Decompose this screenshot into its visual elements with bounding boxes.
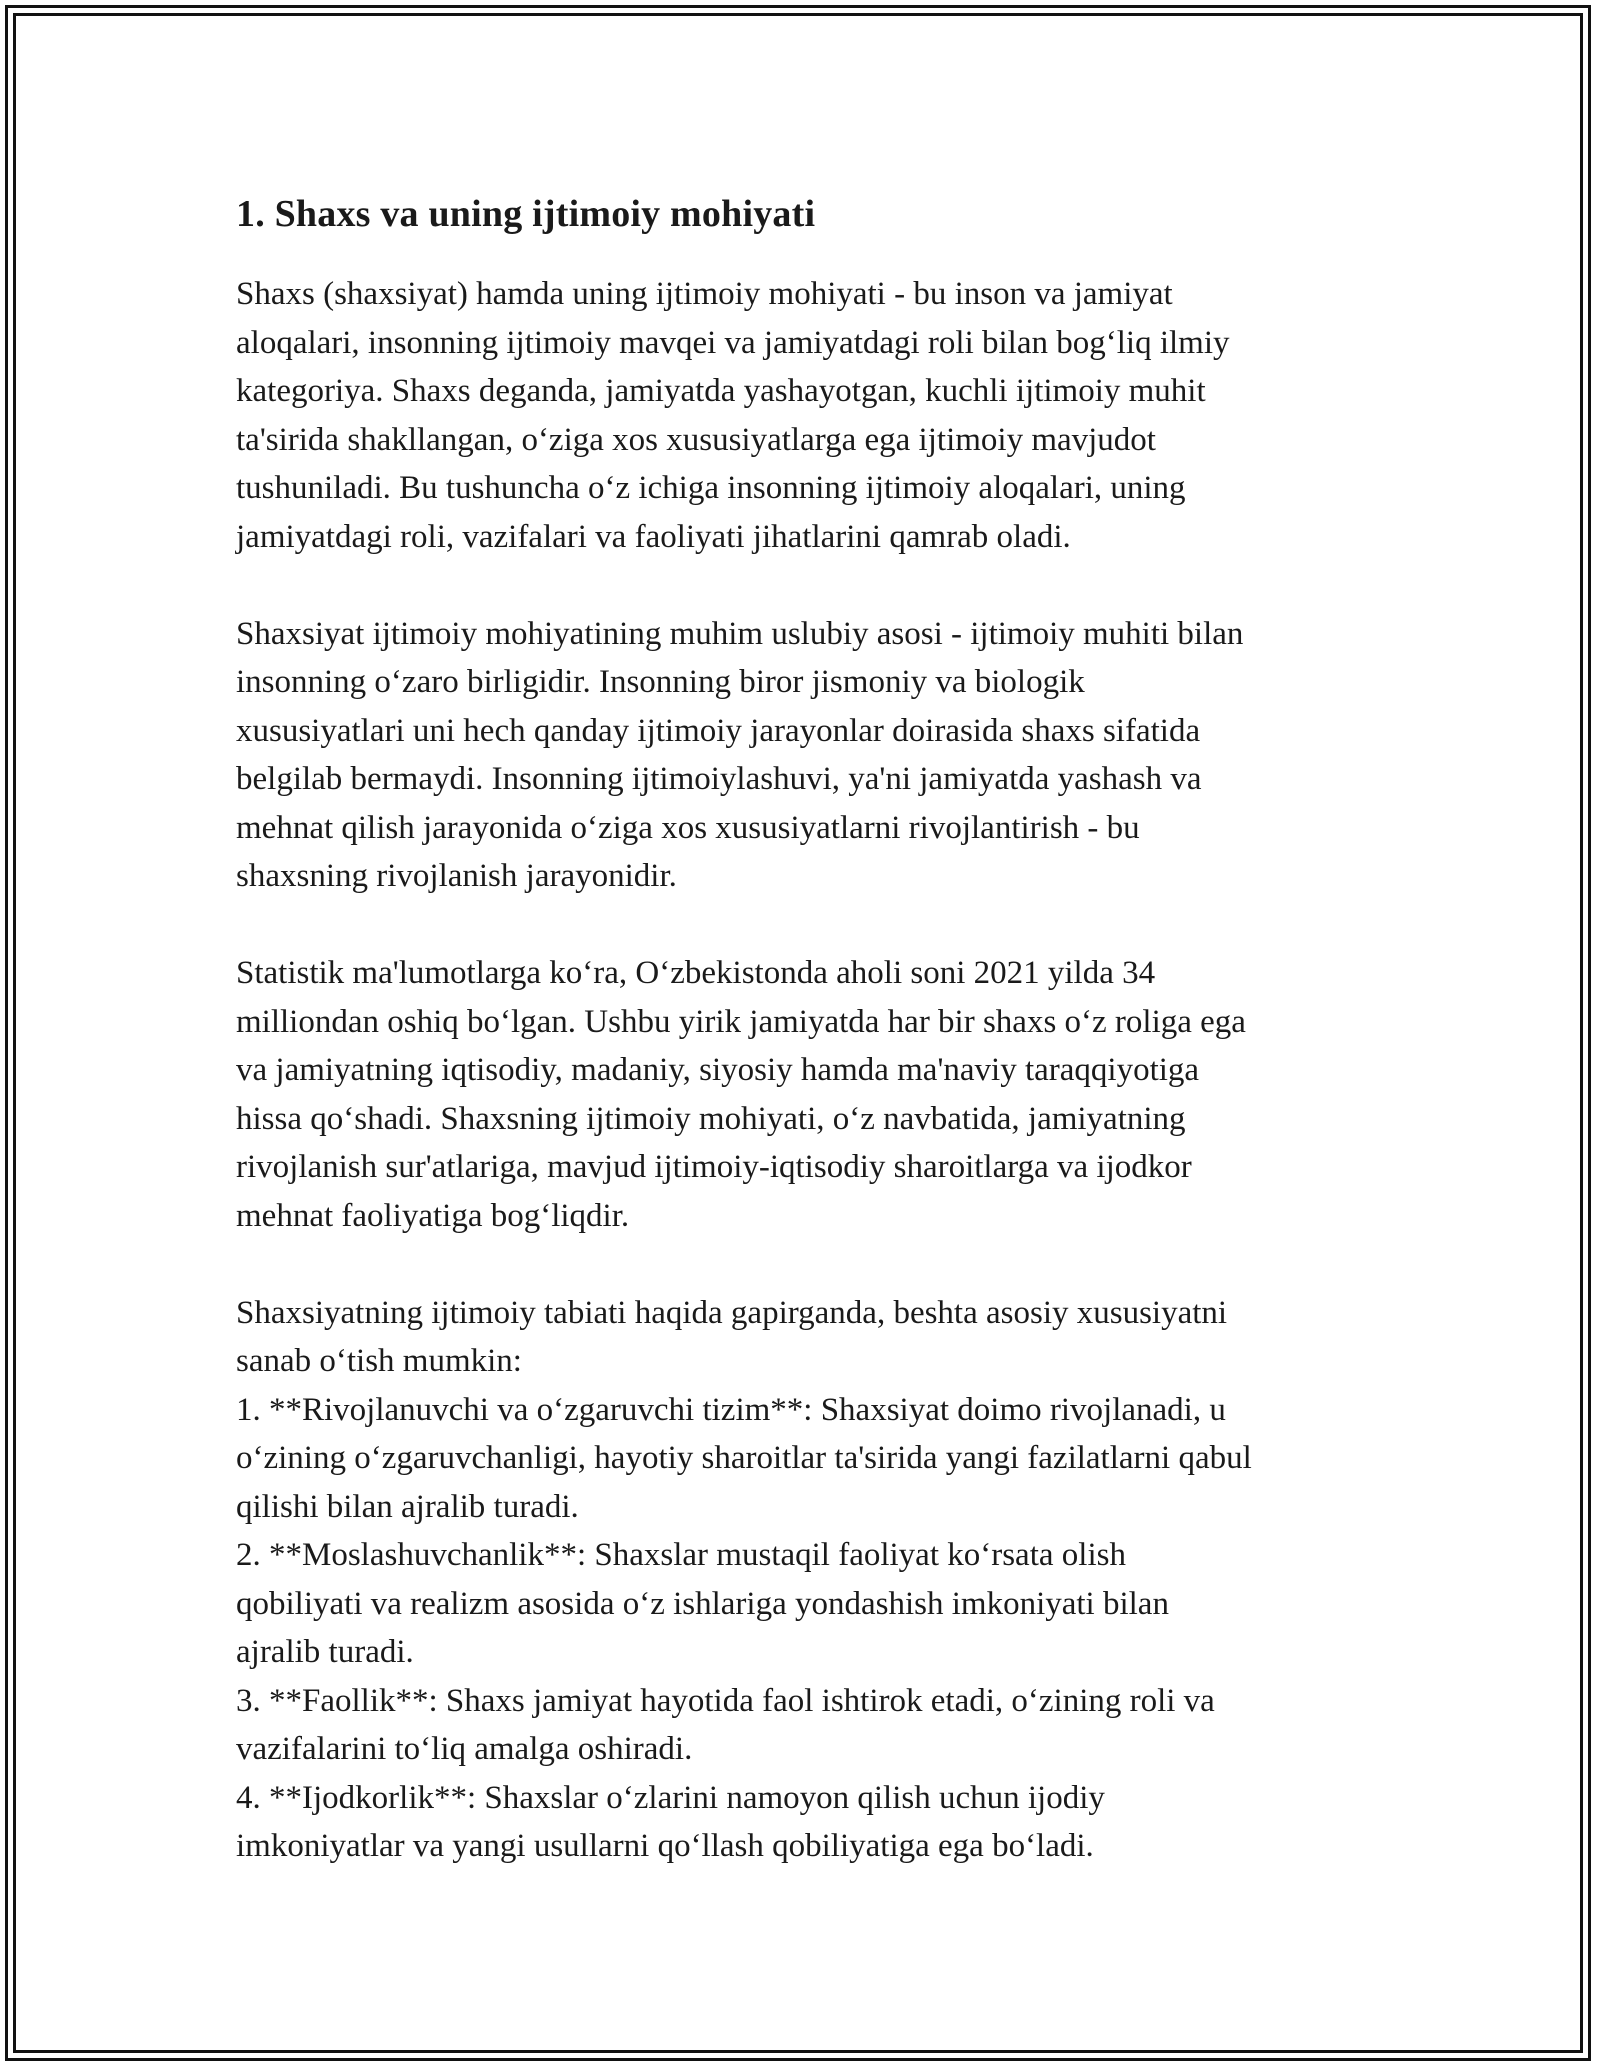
text-line: imkoniyatlar va yangi usullarni qo‘llash qobiliyatiga ega bo‘ladi.	[236, 1828, 1094, 1864]
text-line: insonning o‘zaro birligidir. Insonning biror jismoniy va biologik	[236, 664, 1085, 700]
text-line: rivojlanish sur'atlariga, mavjud ijtimoiy-iqtisodiy sharoitlarga va ijodkor	[236, 1149, 1192, 1185]
text-line: belgilab bermaydi. Insonning ijtimoiylashuvi, ya'ni jamiyatda yashash va	[236, 761, 1202, 797]
text-line: kategoriya. Shaxs deganda, jamiyatda yashayotgan, kuchli ijtimoiy muhit	[236, 373, 1206, 409]
text-line: sanab o‘tish mumkin:	[236, 1343, 522, 1379]
text-line: Shaxs (shaxsiyat) hamda uning ijtimoiy mohiyati - bu inson va jamiyat	[236, 276, 1173, 312]
text-line: 1. **Rivojlanuvchi va o‘zgaruvchi tizim**: Shaxsiyat doimo rivojlanadi, u	[236, 1391, 1226, 1428]
text-line: jamiyatdagi roli, vazifalari va faoliyati jihatlarini qamrab oladi.	[236, 518, 1071, 555]
text-line: hissa qo‘shadi. Shaxsning ijtimoiy mohiyati, o‘z navbatida, jamiyatning	[236, 1100, 1186, 1137]
text-line: aloqalari, insonning ijtimoiy mavqei va jamiyatdagi roli bilan bog‘liq ilmiy	[236, 324, 1230, 361]
paragraphs-container	[236, 270, 1386, 1871]
text-line: mehnat faoliyatiga bog‘liqdir.	[236, 1197, 630, 1234]
paragraph-3	[236, 949, 1386, 1240]
paragraph-4	[236, 1289, 1386, 1871]
text-line: ajralib turadi.	[236, 1634, 414, 1670]
text-line: Shaxsiyat ijtimoiy mohiyatining muhim uslubiy asosi - ijtimoiy muhiti bilan	[236, 615, 1244, 652]
text-line: 3. **Faollik**: Shaxs jamiyat hayotida faol ishtirok etadi, o‘zining roli va	[236, 1682, 1215, 1719]
document-body	[236, 186, 1386, 1871]
text-line: qobiliyati va realizm asosida o‘z ishlariga yondashish imkoniyati bilan	[236, 1585, 1169, 1622]
section-title: 1. Shaxs va uning ijtimoiy mohiyati	[236, 193, 816, 235]
text-line: shaxsning rivojlanish jarayonidir.	[236, 858, 677, 894]
text-line: Statistik ma'lumotlarga ko‘ra, O‘zbekistonda aholi soni 2021 yilda 34	[236, 955, 1156, 991]
paragraph-2	[236, 610, 1386, 901]
paragraph-1	[236, 270, 1386, 561]
text-line: vazifalarini to‘liq amalga oshiradi.	[236, 1731, 693, 1767]
text-line: tushuniladi. Bu tushuncha o‘z ichiga insonning ijtimoiy aloqalari, uning	[236, 470, 1186, 506]
text-line: o‘zining o‘zgaruvchanligi, hayotiy sharoitlar ta'sirida yangi fazilatlarni qabul	[236, 1440, 1252, 1476]
text-line: 2. **Moslashuvchanlik**: Shaxslar mustaqil faoliyat ko‘rsata olish	[236, 1537, 1126, 1573]
text-line: mehnat qilish jarayonida o‘ziga xos xususiyatlarni rivojlantirish - bu	[236, 809, 1140, 846]
text-line: 4. **Ijodkorlik**: Shaxslar o‘zlarini namoyon qilish uchun ijodiy	[236, 1779, 1105, 1816]
text-line: ta'sirida shakllangan, o‘ziga xos xususiyatlarga ega ijtimoiy mavjudot	[236, 421, 1156, 458]
text-line: xususiyatlari uni hech qanday ijtimoiy jarayonlar doirasida shaxs sifatida	[236, 712, 1201, 749]
text-line: qilishi bilan ajralib turadi.	[236, 1488, 579, 1525]
text-line: Shaxsiyatning ijtimoiy tabiati haqida gapirganda, beshta asosiy xususiyatni	[236, 1294, 1228, 1331]
text-line: milliondan oshiq bo‘lgan. Ushbu yirik jamiyatda har bir shaxs o‘z roliga ega	[236, 1003, 1246, 1040]
text-line: va jamiyatning iqtisodiy, madaniy, siyosiy hamda ma'naviy taraqqiyotiga	[236, 1052, 1200, 1088]
